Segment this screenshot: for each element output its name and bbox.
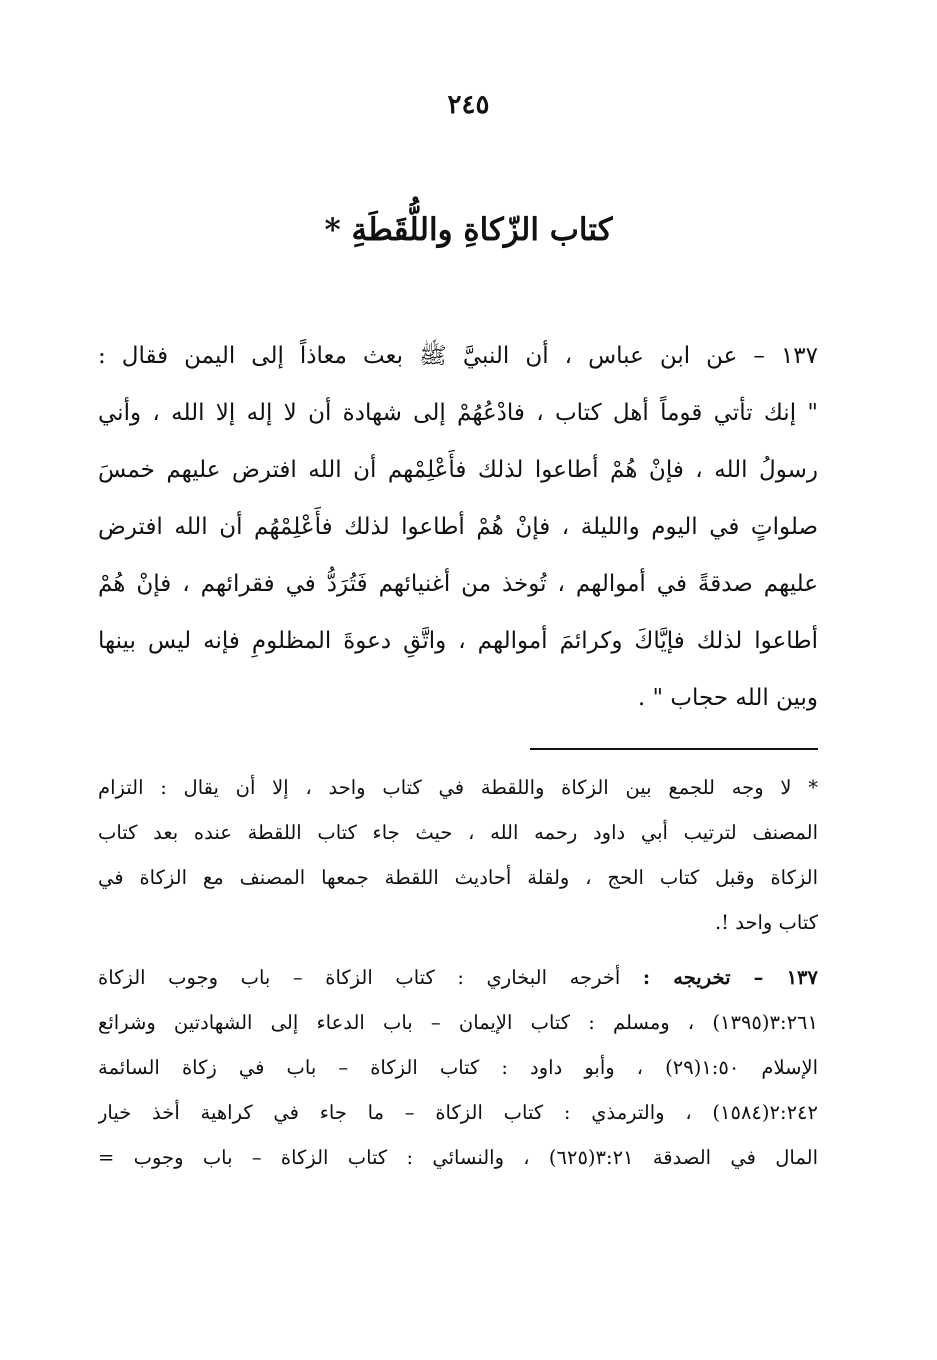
footnote-line: * لا وجه للجمع بين الزكاة واللقطة في كتاب واحد ، إلا أن يقال : التزام <box>98 776 818 799</box>
footnote-line <box>98 955 818 1000</box>
hadith-line: صلواتٍ في اليوم والليلة ، فإنْ هُمْ أطاعوا لذلك فأَعْلِمْهُم أن الله افترض <box>98 514 818 540</box>
footnote-separator <box>530 748 818 750</box>
hadith-line: " إنك تأتي قوماً أهل كتاب ، فادْعُهُمْ إلى شهادة أن لا إله إلا الله ، وأني <box>98 400 818 426</box>
hadith-line: أطاعوا لذلك فإيَّاكَ وكرائمَ أموالهم ، واتَّقِ دعوةَ المظلومِ فإنه ليس بينها <box>98 628 818 654</box>
footnote-star <box>98 765 818 945</box>
takhrij-label: ١٣٧ – تخريجه : <box>642 966 818 989</box>
chapter-title: كتاب الزّكاةِ واللُّقَطَةِ * <box>324 212 613 248</box>
footnote-line: الإسلام ١:٥٠(٢٩) ، وأبو داود : كتاب الزكاة – باب في زكاة السائمة <box>98 1056 818 1079</box>
footnote-line: المصنف لترتيب أبي داود رحمه الله ، حيث جاء كتاب اللقطة عنده بعد كتاب <box>98 821 818 844</box>
page-number: ٢٤٥ <box>447 90 490 120</box>
footnote-line: كتاب واحد !. <box>714 911 818 934</box>
footnote-line: الزكاة وقبل كتاب الحج ، ولقلة أحاديث اللقطة جمعها المصنف مع الزكاة في <box>98 866 818 889</box>
hadith-text <box>98 328 818 727</box>
footnote-line: ٢:٢٤٢(١٥٨٤) ، والترمذي : كتاب الزكاة – ما جاء في كراهية أخذ خيار <box>98 1101 818 1124</box>
hadith-line: عليهم صدقةً في أموالهم ، تُوخذ من أغنيائهم فَتُرَدُّ في فقرائهم ، فإنْ هُمْ <box>98 571 818 597</box>
footnote-takhrij <box>98 955 818 1180</box>
footnote-line: المال في الصدقة ٣:٢١(٦٢٥) ، والنسائي : كتاب الزكاة – باب وجوب = <box>98 1146 818 1169</box>
footnote-line: ٣:٢٦١(١٣٩٥) ، ومسلم : كتاب الإيمان – باب الدعاء إلى الشهادتين وشرائع <box>98 1011 818 1034</box>
hadith-line: وبين الله حجاب " . <box>637 685 818 711</box>
hadith-line: رسولُ الله ، فإنْ هُمْ أطاعوا لذلك فأَعْلِمْهم أن الله افترض عليهم خمسَ <box>98 457 818 483</box>
takhrij-first-line: أخرجه البخاري : كتاب الزكاة – باب وجوب الزكاة <box>98 966 621 989</box>
hadith-line: ١٣٧ – عن ابن عباس ، أن النبيَّ ﷺ بعث معاذاً إلى اليمن فقال : <box>98 343 818 369</box>
footnotes <box>98 765 818 1180</box>
